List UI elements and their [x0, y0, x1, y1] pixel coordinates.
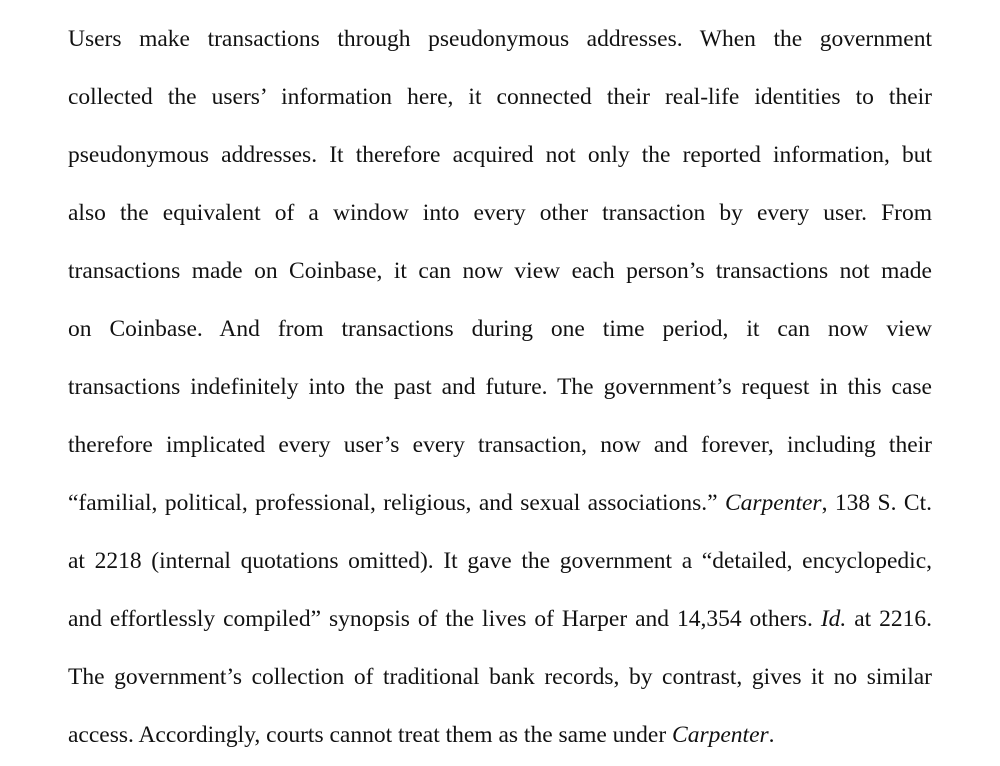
- text-run: “familial, political, professional, religious, and sexual associations.”: [68, 490, 725, 516]
- case-citation: Carpenter: [672, 722, 769, 748]
- text-run: The government’s collection of traditional bank records, by contrast, gives it no similar: [68, 664, 932, 690]
- text-run: also the equivalent of a window into every other transaction by every user. From: [68, 200, 932, 226]
- text-run: collected the users’ information here, it connected their real-life identities to their: [68, 84, 932, 110]
- text-run: Users make transactions through pseudonymous addresses. When the government: [68, 26, 932, 52]
- text-run: access. Accordingly, courts cannot treat them as the same under: [68, 722, 673, 748]
- text-run: transactions made on Coinbase, it can now view each person’s transactions not made: [68, 258, 932, 284]
- case-citation: Id.: [820, 606, 847, 632]
- text-run: therefore implicated every user’s every transaction, now and forever, including their: [68, 432, 932, 458]
- text-line: [68, 19, 932, 59]
- text-line: [68, 715, 932, 755]
- text-line: [68, 135, 932, 175]
- text-line: [68, 425, 932, 465]
- text-line: [68, 251, 932, 291]
- text-run: .: [768, 722, 775, 748]
- text-run: pseudonymous addresses. It therefore acquired not only the reported information, but: [68, 142, 932, 168]
- text-line: [68, 193, 932, 233]
- text-line: [68, 483, 932, 523]
- text-run: on Coinbase. And from transactions during one time period, it can now view: [68, 316, 932, 342]
- text-run: , 138 S. Ct.: [821, 490, 932, 516]
- text-run: transactions indefinitely into the past and future. The government’s request in this case: [68, 374, 932, 400]
- text-run: at 2218 (internal quotations omitted). It gave the government a “detailed, encyclopedic,: [68, 548, 932, 574]
- text-line: [68, 657, 932, 697]
- text-run: and effortlessly compiled” synopsis of the lives of Harper and 14,354 others.: [68, 606, 821, 632]
- case-citation: Carpenter: [724, 490, 822, 516]
- text-run: at 2216.: [846, 606, 932, 632]
- text-line: [68, 541, 932, 581]
- text-line: [68, 367, 932, 407]
- text-line: [68, 309, 932, 349]
- document-page: [68, 0, 932, 766]
- text-line: [68, 599, 932, 639]
- text-line: [68, 77, 932, 117]
